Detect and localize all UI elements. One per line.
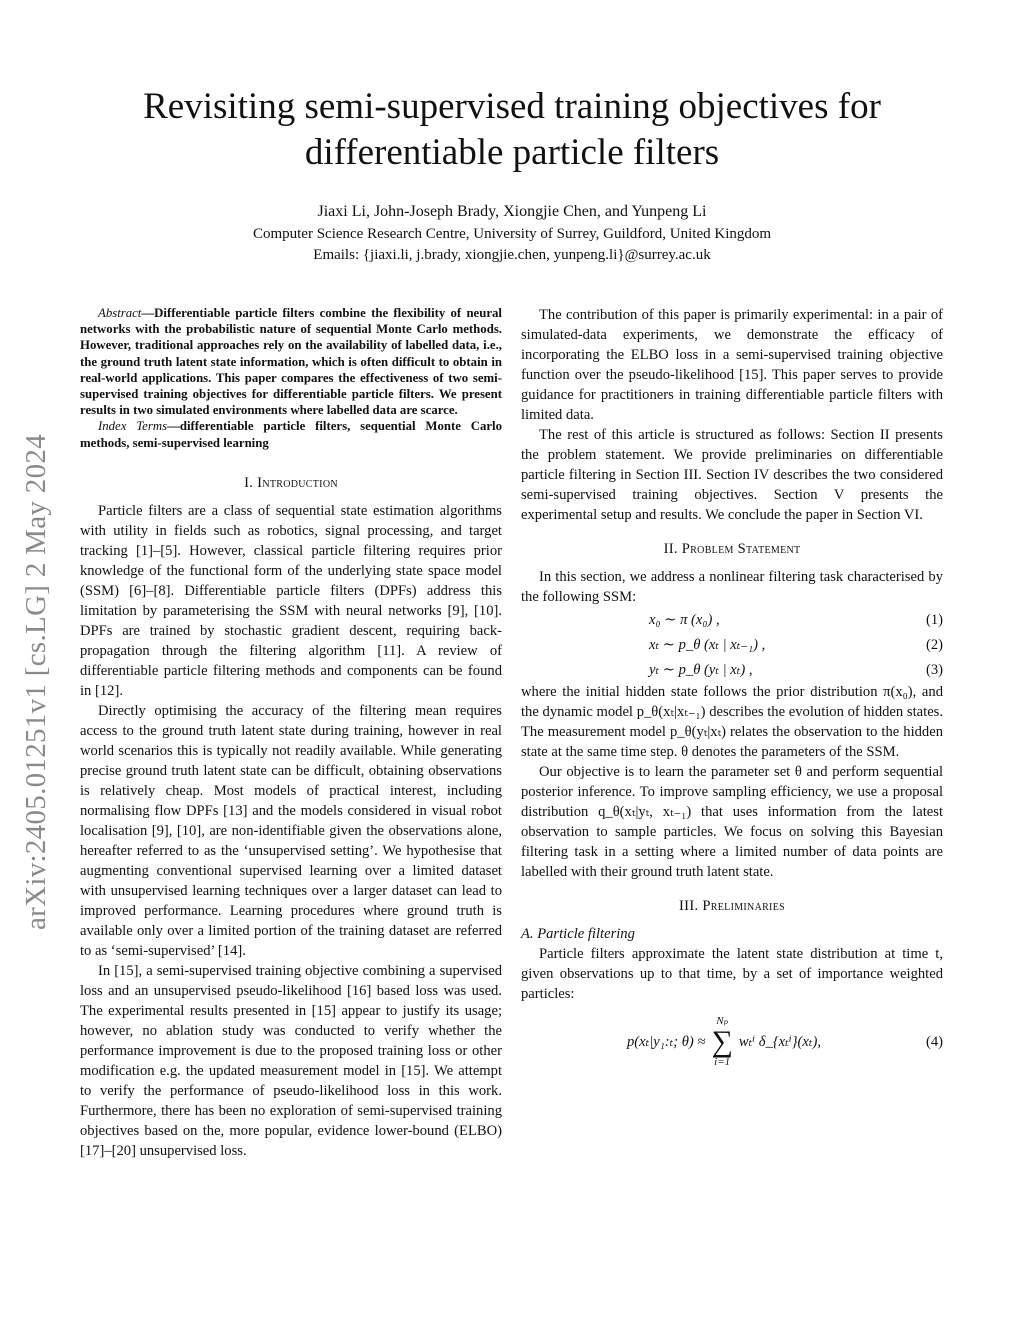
- abstract-label: Abstract: [98, 306, 142, 320]
- left-column: [80, 305, 502, 1161]
- equation-3: [521, 657, 943, 682]
- paragraph: In this section, we address a nonlinear filtering task characterised by the following SSM:: [521, 569, 943, 605]
- paper-title: Revisiting semi-supervised training objectives for differentiable particle filters: [143, 86, 881, 173]
- affiliation: Computer Science Research Centre, University of Surrey, Guildford, United Kingdom: [252, 226, 772, 242]
- arxiv-identifier[interactable]: arXiv:2405.01251v1 [cs.LG] 2 May 2024: [20, 434, 52, 930]
- sum-symbol: ∑: [711, 1025, 733, 1058]
- equation-number: (1): [925, 611, 943, 628]
- equation-number: (3): [925, 661, 943, 678]
- equation-4: [521, 1010, 943, 1074]
- abstract-text: —Differentiable particle filters combine the flexibility of neural networks with the probabilistic nature of sequential Monte Carlo methods. However, traditional approaches rely on the availability of labelled data, i.e., the ground truth latent state information, which is often difficult to obtain in real-world applications. This paper compares the effectiveness of two semi-supervised training objectives for differentiable particle filters. We present results in two simulated environments where labelled data are scarce.: [80, 306, 502, 418]
- equation-rhs: wₜⁱ δ_{xₜⁱ}(xₜ),: [738, 1034, 821, 1050]
- equation-number: (4): [925, 1034, 943, 1050]
- paragraph: The rest of this article is structured as follows: Section II presents the problem statement. We provide preliminaries on differentiable particle filtering in Section III. Section IV describes the two considered semi-supervised training objectives. Section V presents the experimental setup and results. We conclude the paper in Section VI.: [521, 427, 943, 523]
- section-heading-preliminaries: III. Preliminaries: [679, 898, 785, 914]
- subsection-heading-particle-filtering: A. Particle filtering: [521, 926, 635, 942]
- index-terms-label: Index Terms: [98, 419, 168, 434]
- equation-2: [521, 632, 943, 657]
- emails: Emails: {jiaxi.li, j.brady, xiongjie.chen, yunpeng.li}@surrey.ac.uk: [313, 247, 711, 263]
- equation-number: (2): [925, 636, 943, 653]
- paragraph: Directly optimising the accuracy of the filtering mean requires access to the ground truth latent state during training, however in real world scenarios this is typically not readily available. While generating precise ground truth latent state can be difficult, obtaining observations is relatively cheap. Most models of practical interest, including normalising flow DPFs [13] and the models considered in visual robot localisation [9], [10], are non-identifiable given the observations alone, hereafter referred to as the ‘unsupervised setting’. We hypothesise that augmenting conventional supervised learning over a limited dataset with unsupervised learning techniques over a larger dataset can lead to improved performance. Learning procedures where ground truth is available only over a limited portion of the training dataset are referred to as ‘semi-supervised’ [14].: [80, 702, 502, 959]
- paragraph: The contribution of this paper is primarily experimental: in a pair of simulated-data experiments, we demonstrate the efficacy of incorporating the ELBO loss in a semi-supervised training objective function over the pseudo-likelihood [15]. This paper serves to provide guidance for practitioners in training differentiable particle filters with limited data.: [521, 307, 943, 423]
- summation: [711, 1016, 732, 1068]
- equation-expression: yₜ ∼ p_θ (yₜ | xₜ) ,: [649, 661, 753, 678]
- equation-expression: x₀ ∼ π (x₀) ,: [649, 611, 720, 628]
- index-terms-text: —differentiable particle filters, sequential Monte Carlo methods, semi-supervised learning: [80, 419, 502, 450]
- abstract: [80, 305, 502, 418]
- sum-upper-limit: Nₚ: [716, 1015, 729, 1027]
- authors: Jiaxi Li, John-Joseph Brady, Xiongjie Chen, and Yunpeng Li: [317, 203, 707, 220]
- equation-lhs: p(xₜ|y₁:ₜ; θ) ≈: [627, 1034, 706, 1050]
- equation-expression: xₜ ∼ p_θ (xₜ | xₜ₋₁) ,: [649, 636, 766, 653]
- paragraph: Particle filters approximate the latent state distribution at time t, given observations up to that time, by a set of importance weighted particles:: [521, 946, 943, 1002]
- paragraph: In [15], a semi-supervised training objective combining a supervised loss and an unsupervised pseudo-likelihood [16] based loss was used. The experimental results presented in [15] appear to justify its usage; however, no ablation study was conducted to verify whether the performance improvement is due to the proposed training loss or other modification e.g. the updated measurement model in [15]. We attempt to verify the performance of pseudo-likelihood loss in this work. Furthermore, there has been no exploration of semi-supervised training objectives based on the, more popular, evidence lower-bound (ELBO) [17]–[20] unsupervised loss.: [80, 962, 502, 1159]
- section-heading-problem-statement: II. Problem Statement: [663, 541, 801, 557]
- equation-1: [521, 607, 943, 632]
- right-column: [521, 305, 943, 1074]
- paragraph: Our objective is to learn the parameter set θ and perform sequential posterior inference. To improve sampling efficiency, we use a proposal distribution q_θ(xₜ|yₜ, xₜ₋₁) that uses information from the latest observation to sample particles. We focus on solving this Bayesian filtering task in a setting where a limited number of data points are labelled with their ground truth latent state.: [521, 764, 943, 880]
- sum-lower-limit: i=1: [714, 1056, 731, 1068]
- index-terms: [80, 418, 502, 450]
- paragraph: Particle filters are a class of sequential state estimation algorithms with utility in fields such as robotics, signal processing, and target tracking [1]–[5]. However, classical particle filtering requires prior knowledge of the functional form of the underlying state space model (SSM) [6]–[8]. Differentiable particle filters (DPFs) address this limitation by parameterising the SSM with neural networks [9], [10]. DPFs are trained by stochastic gradient descent, requiring back-propagation through the filtering algorithm [11]. A review of differentiable particle filtering methods and components can be found in [12].: [80, 502, 502, 699]
- section-heading-introduction: I. Introduction: [244, 474, 338, 491]
- paragraph: where the initial hidden state follows the prior distribution π(x₀), and the dynamic model p_θ(xₜ|xₜ₋₁) describes the evolution of hidden states. The measurement model p_θ(yₜ|xₜ) relates the observation to the hidden state at the same time step. θ denotes the parameters of the SSM.: [521, 684, 943, 760]
